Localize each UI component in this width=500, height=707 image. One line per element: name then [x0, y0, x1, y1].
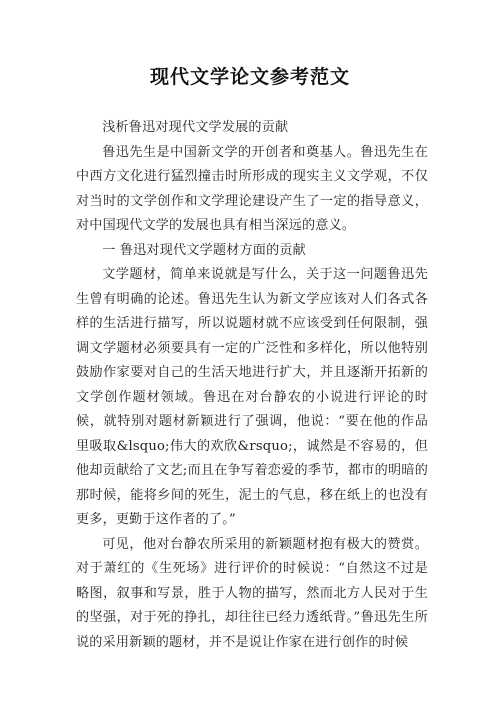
- paragraph-theme: 文学题材，简单来说就是写什么，关于这一问题鲁迅先生曾有明确的论述。鲁迅先生认为新文学应该对人们各式各样的生活进行描写，所以说题材就不应该受到任何限制，强调文学题材必须要具有一定的广泛性和多样化，所以他特别鼓励作家要对自己的生活天地进行扩大，并且逐渐开拓新的文学创作题材领域。鲁迅在对台静农的小说进行评论的时候，就特别对题材新颖进行了强调，他说：“要在他的作品里吸取&lsquo;伟大的欢欣&rsquo;，诚然是不容易的，但他却贡献给了文艺;而且在争写着恋爱的季节，都市的明暗的那时候，能将乡间的死生，泥土的气息，移在纸上的也没有更多，更勤于这作者的了。”: [76, 267, 428, 527]
- section-heading: 一 鲁迅对现代文学题材方面的贡献: [102, 242, 306, 258]
- document-body: [76, 116, 428, 655]
- paragraph-intro: 鲁迅先生是中国新文学的开创者和奠基人。鲁迅先生在中西方文化进行猛烈撞击时所形成的现实主义文学观，不仅对当时的文学创作和文学理论建设产生了一定的指导意义，对中国现代文学的发展也具有相当深远的意义。: [76, 144, 428, 233]
- article-subtitle: 浅析鲁迅对现代文学发展的贡献: [102, 120, 289, 135]
- paragraph-evaluation: 可见，他对台静农所采用的新颖题材抱有极大的赞赏。对于萧红的《生死场》进行评价的时候说：“自然这不过是略图，叙事和写景，胜于人物的描写，然而北方人民对于生的坚强，对于死的挣扎，却往往已经力透纸背。”鲁迅先生所说的采用新颖的题材，并不是说让作家在进行创作的时候: [76, 536, 428, 650]
- document-title: 现代文学论文参考范文: [149, 66, 350, 88]
